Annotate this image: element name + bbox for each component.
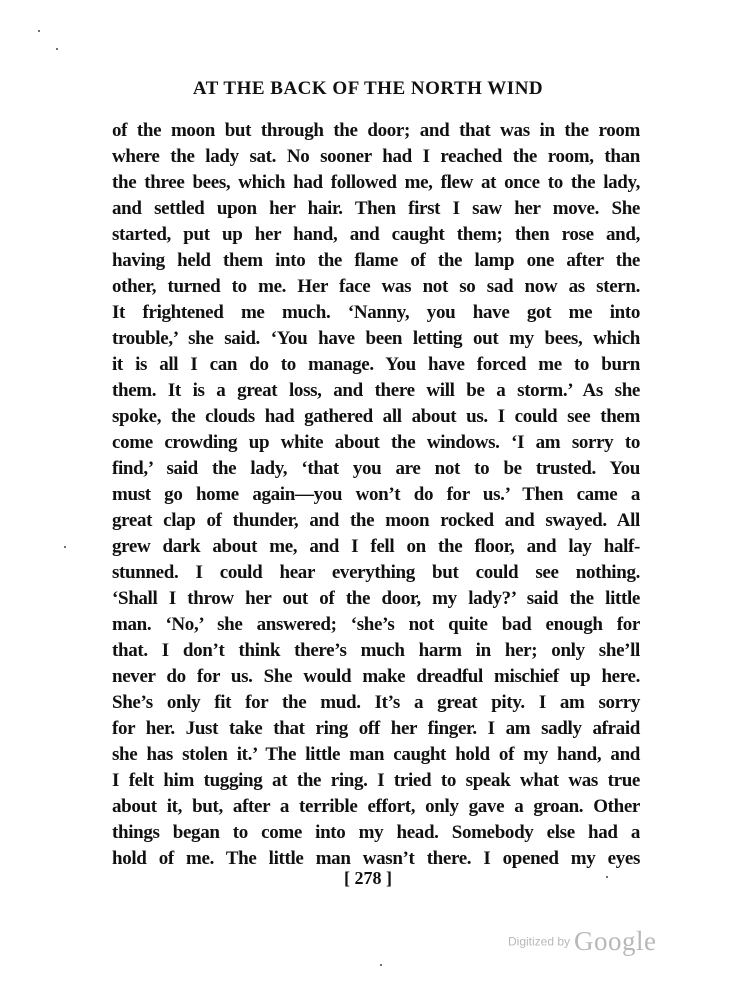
text-line: come crowding up white about the windows. ‘I am sorry to xyxy=(112,432,640,453)
page-number: [ 278 ] xyxy=(344,868,392,888)
text-line: stunned. I could hear everything but could see nothing. xyxy=(112,562,640,583)
text-line: and settled upon her hair. Then first I saw her move. She xyxy=(112,198,640,219)
text-line: having held them into the flame of the lamp one after the xyxy=(112,250,640,271)
text-line: of the moon but through the door; and that was in the room xyxy=(112,120,640,141)
scan-speck xyxy=(56,48,58,50)
digitized-by-google-watermark xyxy=(508,926,657,957)
text-line: she has stolen it.’ The little man caught hold of my hand, and xyxy=(112,744,640,765)
text-line: the three bees, which had followed me, flew at once to the lady, xyxy=(112,172,640,193)
text-line: for her. Just take that ring off her finger. I am sadly afraid xyxy=(112,718,640,739)
text-line: grew dark about me, and I fell on the floor, and lay half- xyxy=(112,536,640,557)
text-line: it is all I can do to manage. You have forced me to burn xyxy=(112,354,640,375)
text-line: great clap of thunder, and the moon rocked and swayed. All xyxy=(112,510,640,531)
text-line: must go home again—you won’t do for us.’ Then came a xyxy=(112,484,640,505)
text-line: them. It is a great loss, and there will be a storm.’ As she xyxy=(112,380,640,401)
text-line: hold of me. The little man wasn’t there. I opened my eyes xyxy=(112,848,640,869)
watermark-prefix: Digitized by xyxy=(508,934,571,949)
scan-speck xyxy=(38,30,40,32)
text-line: that. I don’t think there’s much harm in her; only she’ll xyxy=(112,640,640,661)
scan-speck xyxy=(380,964,382,966)
text-line: spoke, the clouds had gathered all about us. I could see them xyxy=(112,406,640,427)
text-line: started, put up her hand, and caught them; then rose and, xyxy=(112,224,640,245)
running-head: AT THE BACK OF THE NORTH WIND xyxy=(192,78,544,99)
text-line: ‘Shall I throw her out of the door, my lady?’ said the little xyxy=(112,588,640,609)
text-line: find,’ said the lady, ‘that you are not to be trusted. You xyxy=(112,458,640,479)
text-line: She’s only fit for the mud. It’s a great pity. I am sorry xyxy=(112,692,640,713)
text-line: about it, but, after a terrible effort, only gave a groan. Other xyxy=(112,796,640,817)
text-line: I felt him tugging at the ring. I tried to speak what was true xyxy=(112,770,640,791)
text-line: never do for us. She would make dreadful mischief up here. xyxy=(112,666,640,687)
scan-speck xyxy=(64,546,66,548)
text-line: trouble,’ she said. ‘You have been letting out my bees, which xyxy=(112,328,640,349)
text-line: where the lady sat. No sooner had I reached the room, than xyxy=(112,146,640,167)
text-line: It frightened me much. ‘Nanny, you have got me into xyxy=(112,302,640,323)
text-line: other, turned to me. Her face was not so sad now as stern. xyxy=(112,276,640,297)
text-line: man. ‘No,’ she answered; ‘she’s not quite bad enough for xyxy=(112,614,640,635)
watermark-brand: Google xyxy=(574,926,657,956)
text-line: things began to come into my head. Somebody else had a xyxy=(112,822,640,843)
body-text xyxy=(112,118,640,872)
